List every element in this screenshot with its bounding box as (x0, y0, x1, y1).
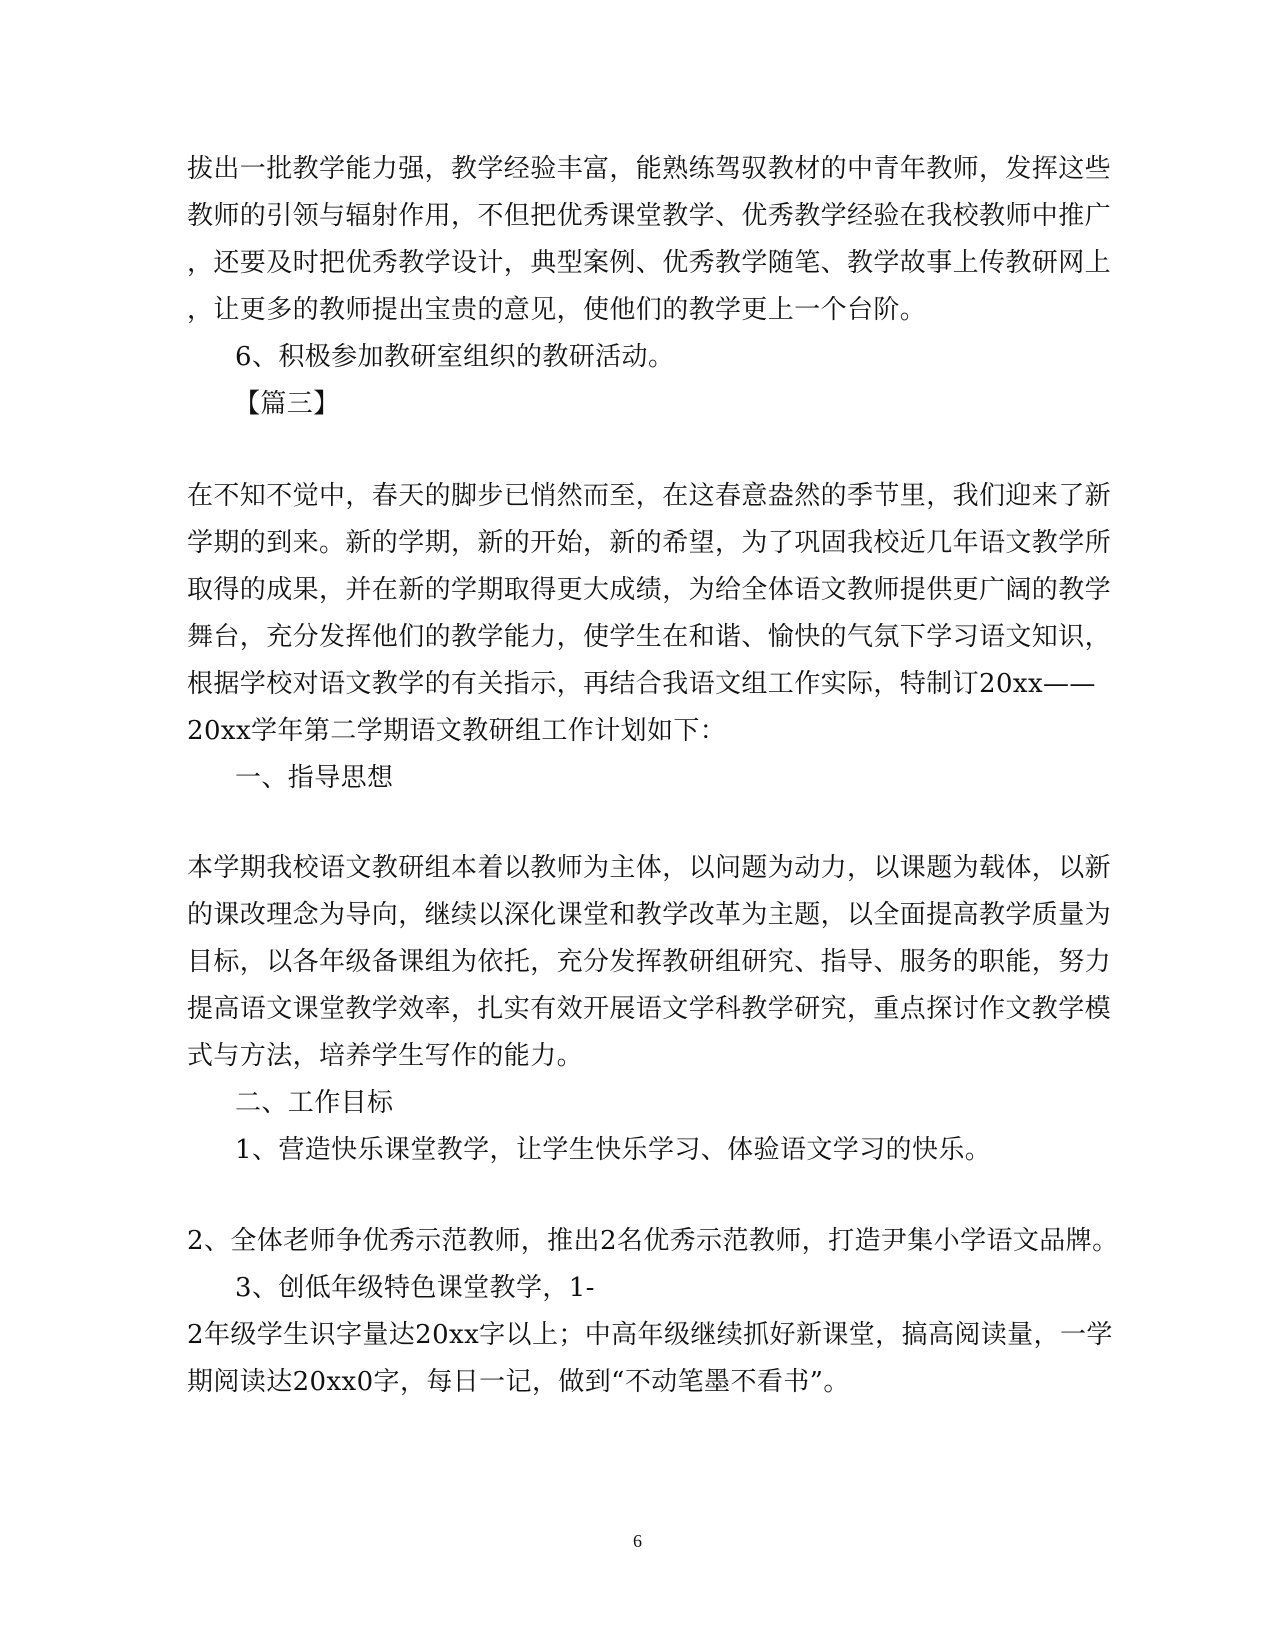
text-line: 在不知不觉中，春天的脚步已悄然而至，在这春意盎然的季节里，我们迎来了新 (187, 481, 1112, 511)
text-line: 本学期我校语文教研组本着以教师为主体，以问题为动力，以课题为载体，以新 (187, 853, 1112, 883)
text-line: 期阅读达20xx0字，每日一记，做到“不动笔墨不看书”。 (187, 1367, 850, 1397)
text-line: 3、创低年级特色课堂教学，1- (235, 1273, 595, 1303)
text-line: 教师的引领与辐射作用，不但把优秀课堂教学、优秀教学经验在我校教师中推广 (187, 201, 1112, 231)
text-line: 提高语文课堂教学效率，扎实有效开展语文学科教学研究，重点探讨作文教学模 (187, 994, 1112, 1024)
section-heading: 【篇三】 (234, 389, 340, 419)
section-heading: 一、指导思想 (235, 763, 394, 793)
text-line: ，让更多的教师提出宝贵的意见，使他们的教学更上一个台阶。 (187, 295, 927, 325)
page-number: 6 (633, 1531, 642, 1551)
text-line: 6、积极参加教研室组织的教研活动。 (235, 342, 675, 372)
text-line: 学期的到来。新的学期，新的开始，新的希望，为了巩固我校近几年语文教学所 (187, 528, 1112, 558)
section-heading: 二、工作目标 (235, 1088, 394, 1118)
text-line: 取得的成果，并在新的学期取得更大成绩，为给全体语文教师提供更广阔的教学 (187, 575, 1112, 605)
text-line: 的课改理念为导向，继续以深化课堂和教学改革为主题，以全面提高教学质量为 (187, 900, 1112, 930)
text-line: ，还要及时把优秀教学设计，典型案例、优秀教学随笔、教学故事上传教研网上 (187, 248, 1112, 278)
text-line: 2年级学生识字量达20xx字以上；中高年级继续抓好新课堂，搞高阅读量，一学 (187, 1320, 1113, 1350)
text-line: 舞台，充分发挥他们的教学能力，使学生在和谐、愉快的气氛下学习语文知识， (187, 622, 1112, 652)
text-line: 根据学校对语文教学的有关指示，再结合我语文组工作实际，特制订20xx—— (187, 669, 1096, 699)
text-line: 拔出一批教学能力强，教学经验丰富，能熟练驾驭教材的中青年教师，发挥这些 (187, 154, 1112, 184)
text-line: 20xx学年第二学期语文教研组工作计划如下： (187, 716, 727, 746)
text-line: 式与方法，培养学生写作的能力。 (187, 1041, 584, 1071)
text-line: 1、营造快乐课堂教学，让学生快乐学习、体验语文学习的快乐。 (235, 1135, 992, 1165)
text-line: 2、全体老师争优秀示范教师，推出2名优秀示范教师，打造尹集小学语文品牌。 (187, 1226, 1119, 1256)
text-line: 目标，以各年级备课组为依托，充分发挥教研组研究、指导、服务的职能，努力 (187, 947, 1112, 977)
